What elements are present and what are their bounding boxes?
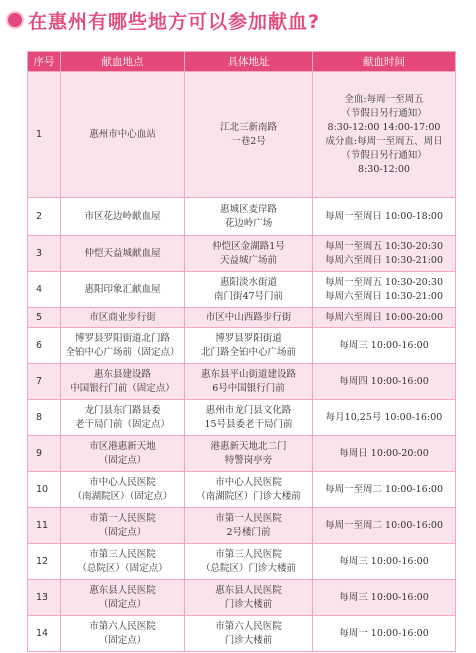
row-number: 3: [28, 236, 61, 272]
cell-address: [185, 400, 313, 436]
address-line: 6号中国银行门前: [212, 382, 285, 394]
table-row: [28, 308, 456, 328]
row-number: 11: [28, 508, 61, 544]
time-line: 8:30-12:00 14:00-17:00: [327, 121, 441, 133]
cell-place: [61, 236, 185, 272]
cell-place: [61, 198, 185, 236]
time-line: 每周一至周五 10:30-20:30: [325, 240, 443, 252]
place-line: 市区花边岭献血屋: [84, 210, 161, 222]
header-address: 具体地址: [185, 52, 313, 72]
place-line: 全铂中心广场前（固定点）: [65, 346, 180, 358]
place-line: 惠州市中心血站: [89, 128, 156, 140]
page-title: 在惠州有哪些地方可以参加献血?: [28, 10, 321, 33]
address-line: （总院区）门诊大楼前: [200, 562, 296, 574]
address-line: 港惠新天地北二门: [210, 440, 287, 452]
cell-place: [61, 580, 185, 616]
place-line: （固定点）: [98, 454, 147, 466]
table-row: [28, 472, 456, 508]
place-line: （南湖院区）（固定点）: [72, 490, 173, 502]
time-line: 每周日 10:00-20:00: [339, 447, 429, 459]
table-body: [28, 72, 456, 652]
cell-place: [61, 544, 185, 580]
cell-time: [313, 72, 456, 198]
address-line: 一巷2号: [231, 135, 266, 147]
table-row: [28, 508, 456, 544]
bullet-dot-icon: [8, 13, 22, 27]
cell-time: [313, 472, 456, 508]
table-row: [28, 364, 456, 400]
row-number: 14: [28, 616, 61, 652]
cell-place: [61, 616, 185, 652]
cell-place: [61, 308, 185, 328]
time-line: 每周一 10:00-16:00: [339, 627, 429, 639]
time-line: 全血:每周一至周五: [344, 93, 424, 105]
address-line: 惠城区麦岸路: [219, 203, 277, 215]
place-line: 中国银行门前（固定点）: [70, 382, 175, 394]
header-time: 献血时间: [313, 52, 456, 72]
place-line: 惠东县人民医院: [89, 584, 156, 596]
cell-time: [313, 508, 456, 544]
time-line: 每周六至周日 10:00-20:00: [325, 311, 443, 323]
cell-time: [313, 436, 456, 472]
cell-address: [185, 198, 313, 236]
table-row: [28, 436, 456, 472]
address-line: 惠东县平山街道建设路: [200, 368, 296, 380]
address-line: 博罗县罗阳街道: [215, 332, 282, 344]
time-line: 每周三 10:00-16:00: [339, 339, 429, 351]
place-line: 市区商业步行街: [89, 311, 156, 323]
blood-donation-sites-table: [27, 51, 456, 652]
place-line: 惠东县建设路: [93, 368, 151, 380]
cell-address: [185, 616, 313, 652]
address-line: 惠州市龙门县文化路: [205, 404, 292, 416]
cell-time: [313, 328, 456, 364]
place-line: （固定点）: [98, 634, 147, 646]
header-no: 序号: [28, 52, 61, 72]
address-line: 北门路全铂中心广场前: [200, 346, 296, 358]
place-line: 仲恺天益城献血屋: [84, 247, 161, 259]
cell-address: [185, 508, 313, 544]
address-line: 惠阳淡水街道: [219, 276, 277, 288]
table-row: [28, 328, 456, 364]
cell-address: [185, 436, 313, 472]
address-line: 15号县委老干局门前: [204, 418, 293, 430]
place-line: 市第三人民医院: [89, 548, 156, 560]
place-line: 龙门县东门路县委: [84, 404, 161, 416]
table-row: [28, 580, 456, 616]
table-row: [28, 72, 456, 198]
table-header-row: [28, 52, 456, 72]
cell-time: [313, 272, 456, 308]
row-number: 7: [28, 364, 61, 400]
cell-place: [61, 328, 185, 364]
address-line: 门诊大楼前: [224, 598, 273, 610]
row-number: 13: [28, 580, 61, 616]
time-line: 每周三 10:00-16:00: [339, 555, 429, 567]
cell-place: [61, 472, 185, 508]
place-line: 博罗县罗阳街道北门路: [74, 332, 170, 344]
table-row: [28, 616, 456, 652]
row-number: 9: [28, 436, 61, 472]
cell-time: [313, 400, 456, 436]
address-line: 门诊大楼前: [224, 634, 273, 646]
place-line: 老干局门前（固定点）: [74, 418, 170, 430]
time-line: （节假日另行通知）: [341, 107, 427, 119]
time-line: 每周一至周五 10:30-20:30: [325, 276, 443, 288]
cell-place: [61, 400, 185, 436]
address-line: 惠东县人民医院: [215, 584, 282, 596]
cell-address: [185, 328, 313, 364]
address-line: 2号楼门前: [226, 526, 271, 538]
row-number: 1: [28, 72, 61, 198]
cell-place: [61, 272, 185, 308]
cell-time: [313, 308, 456, 328]
place-line: 市第一人民医院: [89, 512, 156, 524]
place-line: 市第六人民医院: [89, 620, 156, 632]
address-line: 市中心人民医院: [215, 476, 282, 488]
address-line: 特警岗亭旁: [224, 454, 273, 466]
address-line: 江北三新南路: [219, 121, 277, 133]
address-line: 南门街47号门前: [213, 290, 284, 302]
row-number: 6: [28, 328, 61, 364]
cell-address: [185, 580, 313, 616]
address-line: 花边岭广场: [224, 217, 273, 229]
cell-address: [185, 308, 313, 328]
time-line: 每周一至周二 10:00-16:00: [325, 483, 443, 495]
row-number: 10: [28, 472, 61, 508]
address-line: 仲恺区金湖路1号: [212, 240, 285, 252]
page-header: [0, 0, 476, 40]
row-number: 5: [28, 308, 61, 328]
cell-place: [61, 436, 185, 472]
cell-address: [185, 544, 313, 580]
cell-time: [313, 364, 456, 400]
place-line: （固定点）: [98, 526, 147, 538]
time-line: 每月10,25号 10:00-16:00: [325, 411, 443, 423]
cell-time: [313, 198, 456, 236]
time-line: 8:30-12:00: [358, 163, 410, 175]
cell-time: [313, 616, 456, 652]
time-line: （节假日另行通知）: [341, 149, 427, 161]
time-line: 每周一至周日 10:00-18:00: [325, 210, 443, 222]
table-row: [28, 198, 456, 236]
address-line: 市区中山西路步行街: [205, 311, 292, 323]
cell-address: [185, 272, 313, 308]
row-number: 12: [28, 544, 61, 580]
table-row: [28, 272, 456, 308]
cell-address: [185, 364, 313, 400]
cell-address: [185, 236, 313, 272]
address-line: 市第六人民医院: [215, 620, 282, 632]
cell-address: [185, 472, 313, 508]
cell-address: [185, 72, 313, 198]
place-line: （总院区）（固定点）: [77, 562, 168, 574]
address-line: 天益城广场前: [219, 254, 277, 266]
place-line: 市区港惠新天地: [89, 440, 156, 452]
row-number: 8: [28, 400, 61, 436]
address-line: （南湖院区）门诊大楼前: [196, 490, 301, 502]
place-line: 市中心人民医院: [89, 476, 156, 488]
cell-time: [313, 544, 456, 580]
row-number: 4: [28, 272, 61, 308]
time-line: 成分血:每周一至周五、周日: [325, 135, 443, 147]
table-row: [28, 400, 456, 436]
time-line: 每周六至周日 10:30-21:00: [325, 290, 443, 302]
place-line: 惠阳印象汇献血屋: [84, 283, 161, 295]
time-line: 每周三 10:00-16:00: [339, 591, 429, 603]
header-place: 献血地点: [61, 52, 185, 72]
time-line: 每周六至周日 10:30-21:00: [325, 254, 443, 266]
cell-place: [61, 508, 185, 544]
cell-time: [313, 580, 456, 616]
place-line: （固定点）: [98, 598, 147, 610]
time-line: 每周一至周二 10:00-16:00: [325, 519, 443, 531]
cell-time: [313, 236, 456, 272]
time-line: 每周四 10:00-16:00: [339, 375, 429, 387]
address-line: 市第一人民医院: [215, 512, 282, 524]
cell-place: [61, 72, 185, 198]
row-number: 2: [28, 198, 61, 236]
table-row: [28, 236, 456, 272]
address-line: 市第三人民医院: [215, 548, 282, 560]
cell-place: [61, 364, 185, 400]
table-row: [28, 544, 456, 580]
